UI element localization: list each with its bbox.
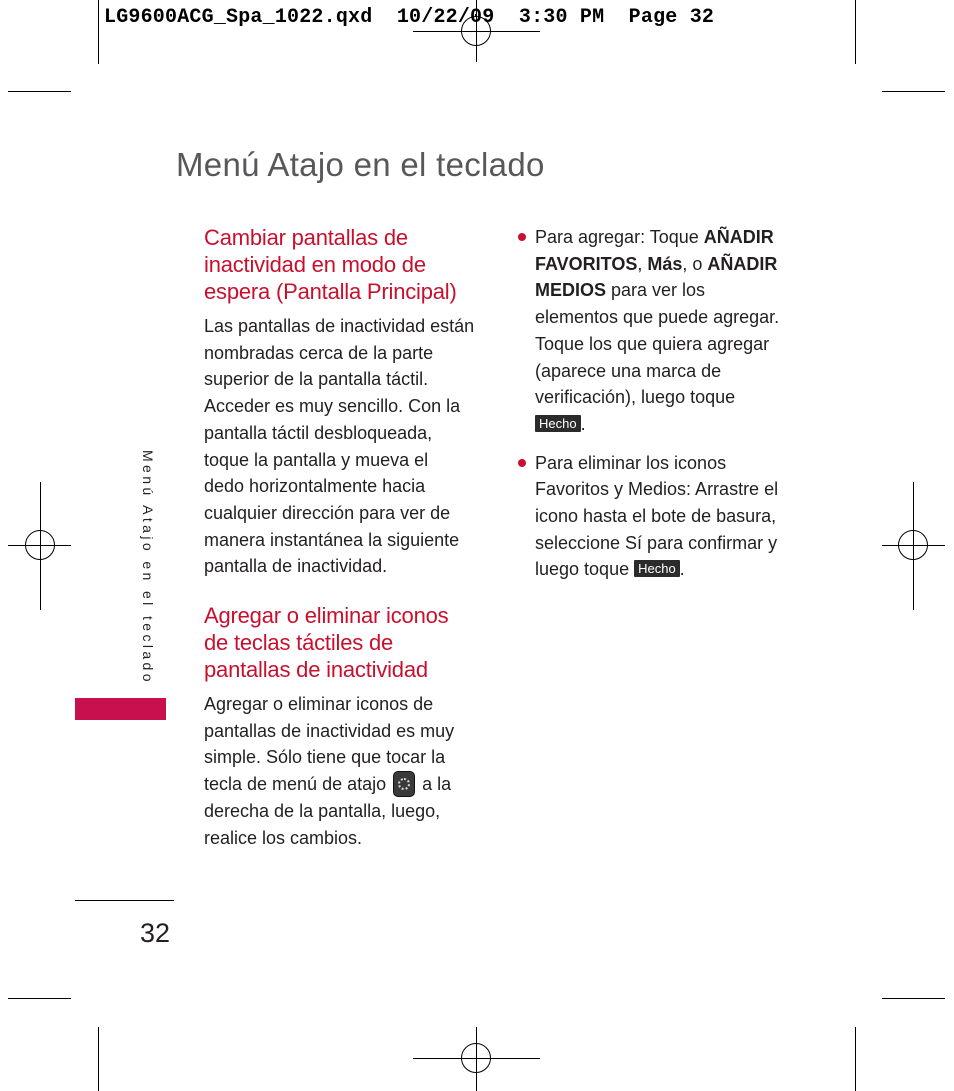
page-number-rule: [75, 900, 174, 901]
section-body-cambiar-pantallas: Las pantallas de inactividad están nombradas cerca de la parte superior de la pantalla táctil. Acceder es muy sencillo. Con la pantalla táctil desbloqueada, toque la pantalla y mueva el dedo horizontalmente hacia cualquier dirección para ver de manera instantánea la siguiente pantalla de inactividad.: [204, 316, 475, 577]
section-body-agregar-eliminar: Agregar o eliminar iconos de pantallas de inactividad es muy simple. Sólo tiene que tocar la tecla de menú de atajo a la derecha de la pantalla, luego, realice los cambios.: [204, 694, 455, 848]
bullet-icon: [518, 459, 526, 467]
crop-mark: [855, 1027, 856, 1091]
page-title: Menú Atajo en el teclado: [176, 146, 545, 183]
right-column: [517, 224, 789, 595]
bullet-item-agregar: Para agregar: Toque AÑADIR FAVORITOS, Más, o AÑADIR MEDIOS para ver los elementos que puede agregar. Toque los que quiera agregar (aparece una marca de verificación), luego toque Hecho .: [517, 224, 789, 438]
page-number: 32: [140, 918, 171, 948]
hecho-button-icon: Hecho: [634, 560, 680, 577]
registration-mark-circle: [898, 530, 928, 560]
section-tab: [75, 698, 166, 720]
registration-mark-circle: [25, 530, 55, 560]
crop-mark: [882, 91, 945, 92]
crop-mark: [98, 0, 99, 64]
print-slug: LG9600ACG_Spa_1022.qxd 10/22/09 3:30 PM Page 32: [104, 6, 715, 29]
shortcut-menu-key-icon: [393, 771, 415, 797]
bullet-item-eliminar: Para eliminar los iconos Favoritos y Medios: Arrastre el icono hasta el bote de basura, seleccione Sí para confirmar y luego toque Hecho .: [517, 450, 789, 584]
gear-icon: [398, 778, 410, 790]
crop-mark: [855, 0, 856, 64]
section-heading-cambiar-pantallas: Cambiar pantallas de inactividad en modo de espera (Pantalla Principal): [204, 225, 457, 304]
crop-mark: [8, 91, 71, 92]
crop-mark: [882, 998, 945, 999]
section-heading-agregar-eliminar: Agregar o eliminar iconos de teclas táctiles de pantallas de inactividad: [204, 603, 449, 683]
crop-mark: [98, 1027, 99, 1091]
hecho-button-icon: Hecho: [535, 415, 581, 432]
registration-mark-circle: [461, 1043, 491, 1073]
crop-mark: [8, 998, 71, 999]
side-section-label: Menú Atajo en el teclado: [140, 450, 156, 685]
bullet-icon: [518, 233, 526, 241]
left-column: [204, 224, 489, 851]
